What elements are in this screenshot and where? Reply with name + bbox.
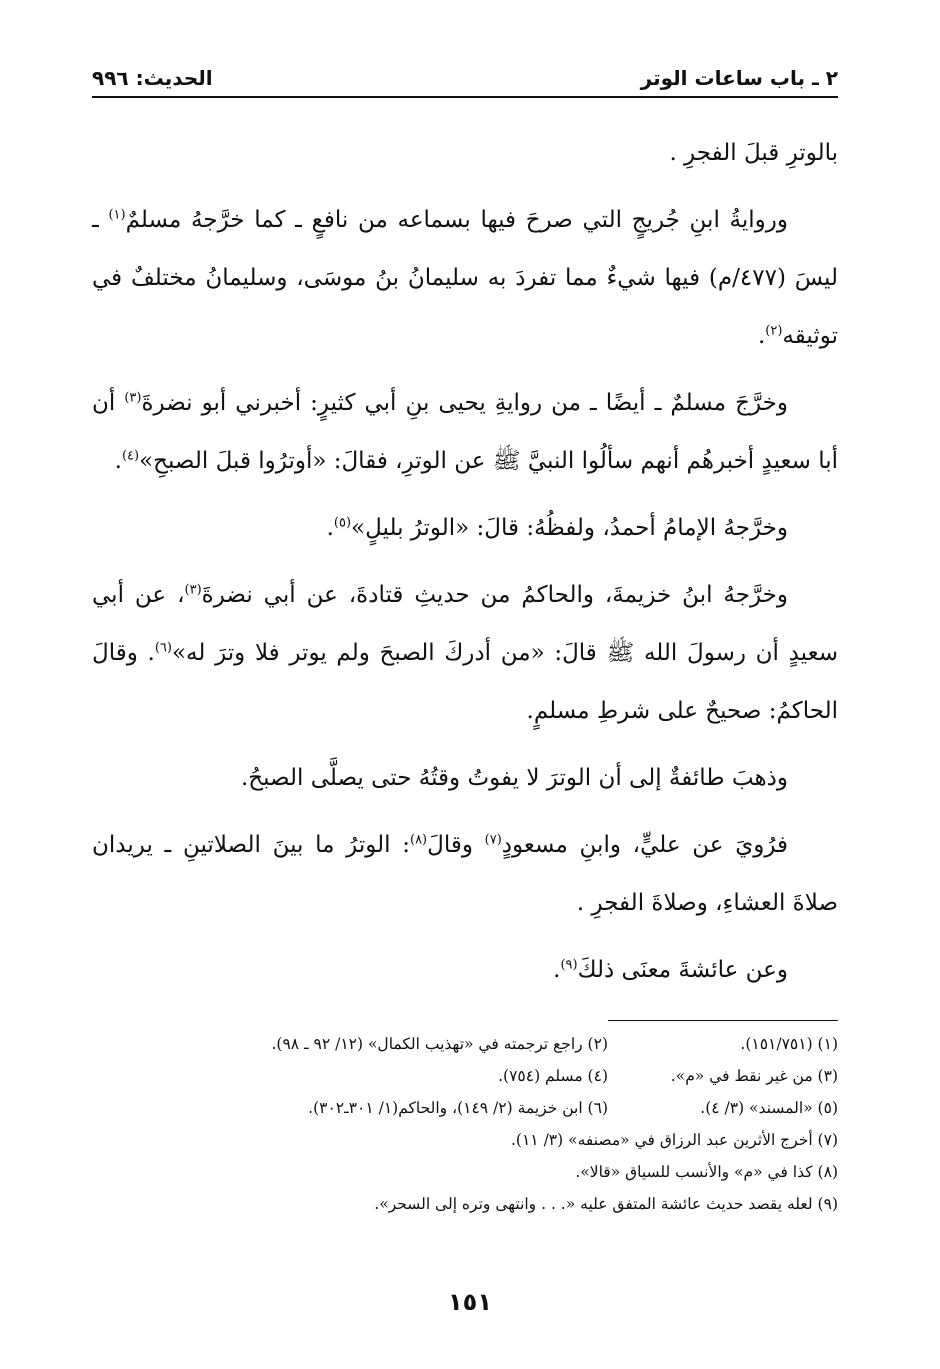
footnote-ref-3b[interactable]: (٣) (184, 582, 202, 598)
footnotes (98, 1028, 838, 1220)
footnote-4: (٤) مسلم (٧٥٤). (498, 1067, 608, 1085)
footnote-row (98, 1092, 838, 1124)
paragraph-5-text-b: ، عن أبي سعيدٍ أن رسولَ الله ﷺ قالَ: «من أدركَ الصبحَ ولم يوتر فلا وترَ له» (92, 582, 838, 666)
paragraph-5-text-c: . وقالَ الحاكمُ: صحيحٌ على شرطِ مسلمٍ. (92, 640, 838, 724)
footnote-8: (٨) كذا في «م» والأنسب للسياق «قالا». (575, 1163, 838, 1181)
paragraph-5-text-a: وخرَّجهُ ابنُ خزيمةَ، والحاكمُ من حديثِ قتادةَ، عن أبي نضرةَ (201, 582, 788, 608)
main-text (92, 124, 838, 1008)
footnote-ref-1[interactable]: (١) (108, 207, 126, 223)
footnote-3: (٣) من غير نقط في «م». (670, 1067, 838, 1085)
footnote-ref-8[interactable]: (٨) (409, 832, 428, 848)
running-header (92, 60, 838, 98)
footnote-divider (608, 1020, 838, 1021)
paragraph-4-text-a: وخرَّجهُ الإمامُ أحمدُ، ولفظُهُ: قالَ: «الوترُ بليلٍ» (351, 515, 788, 541)
footnote-6: (٦) ابن خزيمة (٢/ ١٤٩)، والحاكم(١/ ٣٠١ـ٣٠٢). (308, 1099, 608, 1117)
footnote-ref-5[interactable]: (٥) (333, 515, 352, 531)
paragraph-4 (92, 499, 838, 557)
footnote-ref-7[interactable]: (٧) (484, 832, 502, 848)
paragraph-7-text-c: : الوترُ ما بينَ الصلاتينِ ـ يريدان صلاةَ العشاءِ، وصلاةَ الفجرِ . (92, 832, 838, 916)
paragraph-8-text-b: . (553, 957, 561, 983)
chapter-title: ٢ ـ باب ساعات الوتر (640, 66, 838, 90)
paragraph-1-text: بالوترِ قبلَ الفجرِ . (669, 140, 838, 166)
footnote-7: (٧) أخرج الأثرين عبد الرزاق في «مصنفه» (٣/ ١١). (511, 1131, 838, 1149)
footnote-5: (٥) «المسند» (٣/ ٤). (700, 1099, 838, 1117)
footnote-9: (٩) لعله يقصد حديث عائشة المتفق عليه «. . . وانتهى وتره إلى السحر». (374, 1195, 838, 1213)
paragraph-2-text-c: . (757, 323, 766, 349)
paragraph-3-text-c: . (114, 448, 122, 474)
paragraph-8-text-a: وعن عائشةَ معنَى ذلكَ (577, 957, 788, 983)
paragraph-4-text-b: . (326, 515, 334, 541)
footnote-row (98, 1124, 838, 1156)
hadith-number: الحديث: ٩٩٦ (92, 66, 213, 90)
footnote-ref-2[interactable]: (٢) (765, 323, 783, 339)
paragraph-8 (92, 941, 838, 999)
paragraph-3-text-b: أن أبا سعيدٍ أخبرهُم أنهم سألُوا النبيَّ ﷺ عن الوترِ، فقالَ: «أوترُوا قبلَ الصبحِ» (92, 390, 838, 474)
footnote-ref-9[interactable]: (٩) (560, 957, 578, 973)
paragraph-7 (92, 816, 838, 932)
paragraph-6-text: وذهبَ طائفةٌ إلى أن الوترَ لا يفوتُ وقتُهُ حتى يصلَّى الصبحُ. (240, 765, 788, 791)
footnote-row (98, 1156, 838, 1188)
footnote-row (98, 1060, 838, 1092)
paragraph-2 (92, 191, 838, 365)
paragraph-5 (92, 566, 838, 740)
footnote-2: (٢) راجع ترجمته في «تهذيب الكمال» (١٢/ ٩٢ ـ ٩٨). (271, 1035, 608, 1053)
paragraph-3-text-a: وخرَّجَ مسلمٌ ـ أيضًا ـ من روايةِ يحيى بنِ أبي كثيرٍ: أخبرني أبو نضرةَ (141, 390, 789, 416)
paragraph-1 (92, 124, 838, 182)
footnote-1: (١) (١٥١/٧٥١). (740, 1035, 838, 1053)
footnote-ref-6[interactable]: (٦) (154, 640, 172, 656)
paragraph-7-text-a: فرُويَ عن عليٍّ، وابنِ مسعودٍ (501, 832, 789, 858)
paragraph-2-text-a: وروايةُ ابنِ جُريجٍ التي صرحَ فيها بسماعه من نافعٍ ـ كما خرَّجهُ مسلمٌ (125, 207, 788, 233)
page-number: ١٥١ (448, 1288, 492, 1316)
footnote-row (98, 1028, 838, 1060)
paragraph-6 (92, 749, 838, 807)
footnote-ref-4[interactable]: (٤) (121, 448, 140, 464)
footnote-ref-3[interactable]: (٣) (124, 390, 142, 406)
paragraph-7-text-b: وقالَ (427, 832, 485, 858)
paragraph-2-text-b: ـ ليسَ (٤٧٧/م) فيها شيءٌ مما تفردَ به سليمانُ بنُ موسَى، وسليمانُ مختلفٌ في توثيقه (92, 207, 838, 349)
paragraph-3 (92, 374, 838, 490)
footnote-row (98, 1188, 838, 1220)
